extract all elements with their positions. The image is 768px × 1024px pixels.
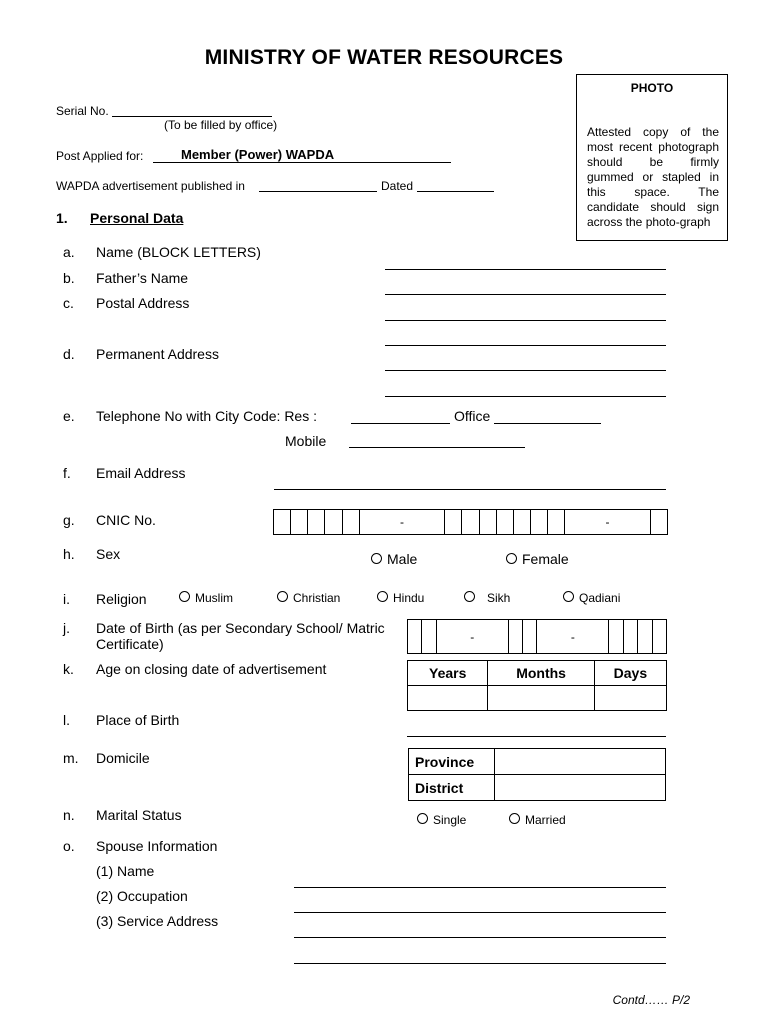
father-name-input-line[interactable] <box>385 294 666 295</box>
dob-cell[interactable] <box>638 620 652 654</box>
place-of-birth-label: Place of Birth <box>96 712 180 728</box>
dob-separator: - <box>537 620 609 654</box>
dob-cell[interactable] <box>422 620 436 654</box>
advert-input-line[interactable] <box>259 191 377 192</box>
cnic-separator: - <box>359 510 445 535</box>
place-of-birth-input-line[interactable] <box>407 736 666 737</box>
marital-status-label: Marital Status <box>96 807 182 823</box>
cnic-cell[interactable] <box>650 510 667 535</box>
serial-input-line[interactable] <box>112 116 272 117</box>
radio-icon[interactable] <box>464 591 475 602</box>
advert-dated-label: Dated <box>381 179 414 193</box>
age-header-months: Months <box>488 661 594 686</box>
cnic-cell[interactable] <box>274 510 291 535</box>
dob-cell[interactable] <box>609 620 623 654</box>
radio-icon[interactable] <box>377 591 388 602</box>
field-letter: l. <box>63 712 70 728</box>
dob-cell[interactable] <box>523 620 537 654</box>
radio-icon[interactable] <box>506 553 517 564</box>
spouse-name-label: (1) Name <box>96 863 155 879</box>
field-letter: f. <box>63 465 71 481</box>
religion-label: Religion <box>96 591 147 607</box>
marital-option-single[interactable]: Single <box>417 813 466 827</box>
age-header-days: Days <box>594 661 666 686</box>
photo-instructions: Attested copy of the most recent photograph should be firmly gummed or stapled in this space. The candidate should sign across the photo-graph <box>587 125 719 229</box>
field-letter: e. <box>63 408 75 424</box>
field-letter: i. <box>63 591 70 607</box>
spouse-address-line-2[interactable] <box>294 963 666 964</box>
cnic-cell[interactable] <box>291 510 308 535</box>
section-title: Personal Data <box>90 210 184 226</box>
field-letter: h. <box>63 546 75 562</box>
advert-date-line[interactable] <box>417 191 494 192</box>
age-months-input[interactable] <box>488 686 594 711</box>
field-letter: m. <box>63 750 79 766</box>
sex-option-male[interactable]: Male <box>371 551 417 567</box>
cnic-separator: - <box>565 510 651 535</box>
cnic-cell[interactable] <box>513 510 530 535</box>
cnic-cell[interactable] <box>462 510 479 535</box>
cnic-cell[interactable] <box>325 510 342 535</box>
serial-note: (To be filled by office) <box>164 118 278 132</box>
spouse-info-label: Spouse Information <box>96 838 218 854</box>
spouse-address-line-1[interactable] <box>294 937 666 938</box>
field-letter: a. <box>63 244 75 260</box>
domicile-province-label: Province <box>409 749 495 775</box>
field-letter: c. <box>63 295 74 311</box>
permanent-address-label: Permanent Address <box>96 346 219 362</box>
domicile-district-input[interactable] <box>495 775 666 801</box>
religion-option-christian[interactable]: Christian <box>277 591 340 605</box>
radio-icon[interactable] <box>509 813 520 824</box>
dob-cell[interactable] <box>652 620 667 654</box>
radio-icon[interactable] <box>179 591 190 602</box>
field-letter: b. <box>63 270 75 286</box>
mobile-input-line[interactable] <box>349 447 525 448</box>
father-name-label: Father’s Name <box>96 270 189 286</box>
serial-label: Serial No. <box>56 104 109 118</box>
religion-option-qadiani[interactable]: Qadiani <box>563 591 620 605</box>
field-letter: d. <box>63 346 75 362</box>
page-title: MINISTRY OF WATER RESOURCES <box>204 46 564 69</box>
spouse-name-input-line[interactable] <box>294 887 666 888</box>
mobile-label: Mobile <box>285 433 327 449</box>
religion-option-hindu[interactable]: Hindu <box>377 591 424 605</box>
dob-cell[interactable] <box>508 620 522 654</box>
age-days-input[interactable] <box>594 686 666 711</box>
religion-option-muslim[interactable]: Muslim <box>179 591 233 605</box>
dob-label: Date of Birth (as per Secondary School/ Matric <box>96 620 385 636</box>
cnic-cell[interactable] <box>308 510 325 535</box>
postal-address-line-2[interactable] <box>385 345 666 346</box>
domicile-label: Domicile <box>96 750 150 766</box>
cnic-cell[interactable] <box>496 510 513 535</box>
spouse-occupation-label: (2) Occupation <box>96 888 188 904</box>
domicile-table[interactable] <box>408 748 666 801</box>
field-letter: o. <box>63 838 75 854</box>
spouse-service-address-label: (3) Service Address <box>96 913 219 929</box>
telephone-office-input-line[interactable] <box>494 423 601 424</box>
cnic-cell[interactable] <box>479 510 496 535</box>
field-letter: n. <box>63 807 75 823</box>
cnic-grid[interactable] <box>273 509 668 535</box>
post-label: Post Applied for: <box>56 149 144 163</box>
continued-note: Contd…… P/2 <box>612 993 690 1007</box>
cnic-cell[interactable] <box>445 510 462 535</box>
email-label: Email Address <box>96 465 186 481</box>
sex-option-female[interactable]: Female <box>506 551 569 567</box>
section-number: 1. <box>56 210 68 226</box>
radio-icon[interactable] <box>417 813 428 824</box>
cnic-cell[interactable] <box>548 510 565 535</box>
cnic-cell[interactable] <box>342 510 359 535</box>
postal-address-line-1[interactable] <box>385 320 666 321</box>
domicile-province-input[interactable] <box>495 749 666 775</box>
dob-grid[interactable] <box>407 619 667 654</box>
post-value: Member (Power) WAPDA <box>181 147 335 162</box>
age-header-years: Years <box>408 661 488 686</box>
telephone-label: Telephone No with City Code: Res : <box>96 408 317 424</box>
dob-separator: - <box>436 620 508 654</box>
radio-icon[interactable] <box>277 591 288 602</box>
domicile-district-label: District <box>409 775 495 801</box>
age-years-input[interactable] <box>408 686 488 711</box>
radio-icon[interactable] <box>563 591 574 602</box>
dob-label-continued: Certificate) <box>96 636 164 652</box>
name-input-line[interactable] <box>385 269 666 270</box>
postal-address-label: Postal Address <box>96 295 190 311</box>
permanent-address-line-2[interactable] <box>385 396 666 397</box>
post-underline <box>153 162 451 163</box>
field-letter: j. <box>63 620 70 636</box>
photo-box[interactable] <box>576 74 728 241</box>
radio-icon[interactable] <box>371 553 382 564</box>
cnic-cell[interactable] <box>530 510 547 535</box>
spouse-occupation-input-line[interactable] <box>294 912 666 913</box>
marital-option-married[interactable]: Married <box>509 813 566 827</box>
telephone-office-label: Office <box>454 408 491 424</box>
permanent-address-line-1[interactable] <box>385 370 666 371</box>
field-letter: g. <box>63 512 75 528</box>
age-label: Age on closing date of advertisement <box>96 661 327 677</box>
age-table[interactable] <box>407 660 667 711</box>
field-letter: k. <box>63 661 74 677</box>
dob-cell[interactable] <box>408 620 422 654</box>
cnic-label: CNIC No. <box>96 512 156 528</box>
sex-label: Sex <box>96 546 121 562</box>
email-input-line[interactable] <box>274 489 666 490</box>
advert-label: WAPDA advertisement published in <box>56 179 245 193</box>
photo-title: PHOTO <box>630 81 674 95</box>
dob-cell[interactable] <box>623 620 637 654</box>
name-label: Name (BLOCK LETTERS) <box>96 244 261 260</box>
religion-option-sikh[interactable]: Sikh <box>464 591 510 605</box>
telephone-res-input-line[interactable] <box>351 423 450 424</box>
